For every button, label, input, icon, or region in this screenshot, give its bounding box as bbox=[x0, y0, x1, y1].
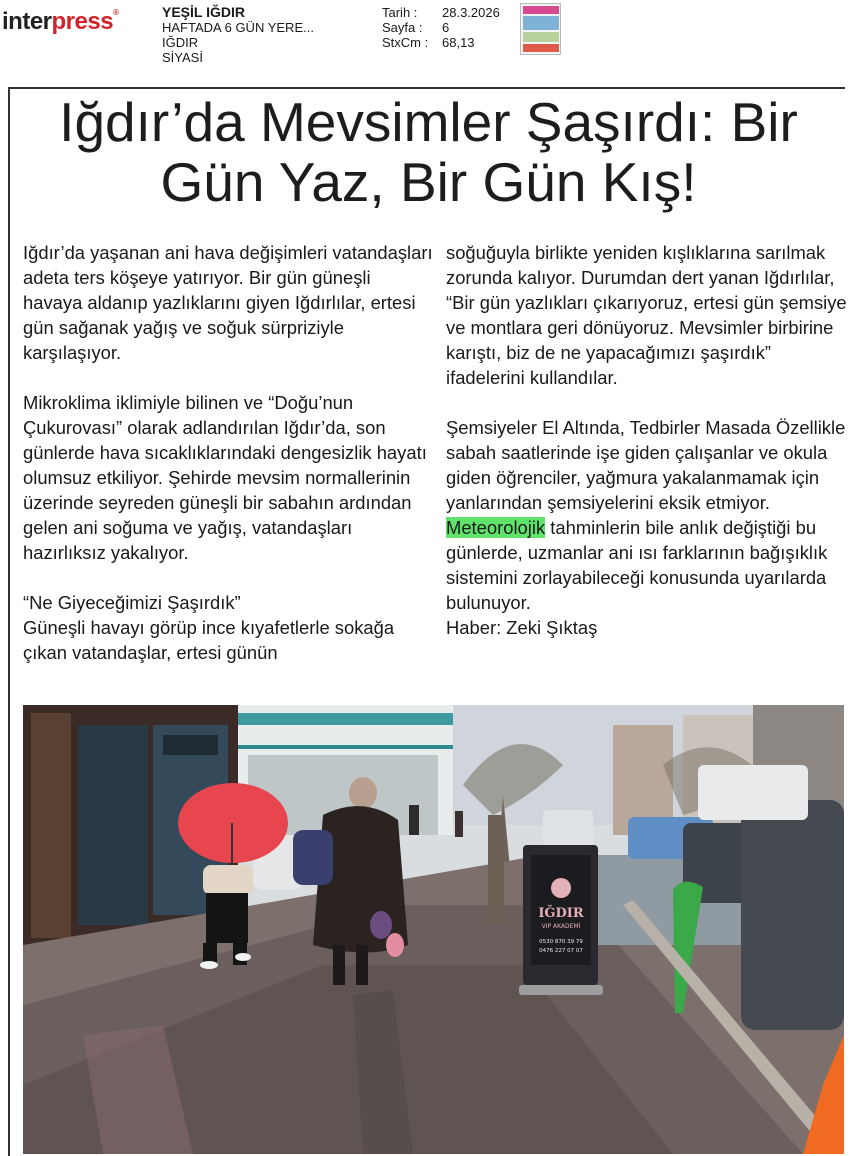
article-photo bbox=[23, 705, 844, 1154]
article-column-1: Iğdır’da yaşanan ani hava değişimleri vatandaşları adeta ters köşeye yatırıyor. Bir gün güneşli havaya aldanıp yazlıklarını giyen Iğdırlılar, ertesi gün sağanak yağış ve soğuk sürpriziyle karşılaşıyor. Mikroklima iklimiyle bilinen ve “Doğu’nun Çukurovası” olarak adlandırılan Iğdır’da, son günlerde hava sıcaklıklarındaki dengesizlik hayatı olumsuz etkiliyor. Şehirde mevsim normallerinin üzerinde seyreden güneşli bir sabahın ardından gelen ani soğuma ve yağış, vatandaşları hazırlıksız yakalıyor. “Ne Giyeceğimizi Şaşırdık” Güneşli havayı görüp ince kıyafetlerle sokağa çıkan vatandaşlar, ertesi günün bbox=[23, 242, 433, 663]
sign-title: IĞDIR bbox=[538, 906, 584, 921]
sign-subtitle: VIP AKADEMİ bbox=[541, 923, 581, 930]
sign-phone-2: 0476 227 07 07 bbox=[539, 948, 583, 954]
page-row bbox=[382, 20, 500, 35]
article-headline: Iğdır’da Mevsimler Şaşırdı: Bir Gün Yaz, Bir Gün Kış! bbox=[59, 91, 798, 213]
interpress-logo bbox=[2, 8, 118, 36]
sign-logo bbox=[551, 878, 571, 898]
publication-name: YEŞİL IĞDIR bbox=[162, 4, 245, 20]
date-label: Tarih : bbox=[382, 5, 418, 20]
left-rule bbox=[8, 89, 10, 1156]
logo-text-press: press bbox=[51, 8, 114, 35]
clipping-meta bbox=[382, 5, 500, 50]
publication-frequency: HAFTADA 6 GÜN YERE... bbox=[162, 20, 314, 35]
col2-text-before: soğuğuyla birlikte yeniden kışlıklarına sarılmak zorunda kalıyor. Durumdan dert yanan Iğdırlılar, “Bir gün yazlıkları çıkarıyoruz, ertesi gün şemsiye ve montlara geri dönüyoruz. Mevsimler birbirine karıştı, biz de ne yapacağımızı şaşırdık” ifadelerini kullandılar. Şemsiyeler El Altında, Tedbirler Masada Özellikle sabah saatlerinde işe giden çalışanlar ve okula giden öğrenciler, yağmura yakalanmamak için yanlarından şemsiyelerini eksik etmiyor. bbox=[446, 242, 847, 513]
date-value: 28.3.2026 bbox=[442, 5, 500, 20]
page-value: 6 bbox=[442, 20, 450, 35]
col2-text-after: tahminlerin bile anlık değiştiği bu günlerde, uzmanlar ani ısı farklarının bağışıklık sistemini zorlayabileceği konusunda uyarılarda bulunuyor. Haber: Zeki Şıktaş bbox=[446, 517, 828, 638]
highlighted-keyword: Meteorolojik bbox=[446, 517, 546, 538]
page-thumbnail[interactable] bbox=[520, 3, 561, 55]
stxcm-row bbox=[382, 35, 500, 50]
registered-mark: ® bbox=[113, 8, 119, 17]
publication-city: IĞDIR bbox=[162, 35, 199, 50]
logo-text-inter: inter bbox=[2, 8, 52, 35]
stxcm-value: 68,13 bbox=[442, 35, 475, 50]
date-row bbox=[382, 5, 500, 20]
top-rule bbox=[8, 87, 845, 89]
stxcm-label: StxCm : bbox=[382, 35, 429, 50]
publication-info bbox=[162, 5, 314, 65]
sign-phone-1: 0530 870 39 79 bbox=[539, 939, 583, 945]
publication-section: SİYASİ bbox=[162, 50, 203, 65]
page-label: Sayfa : bbox=[382, 20, 423, 35]
article-column-2 bbox=[446, 240, 851, 640]
